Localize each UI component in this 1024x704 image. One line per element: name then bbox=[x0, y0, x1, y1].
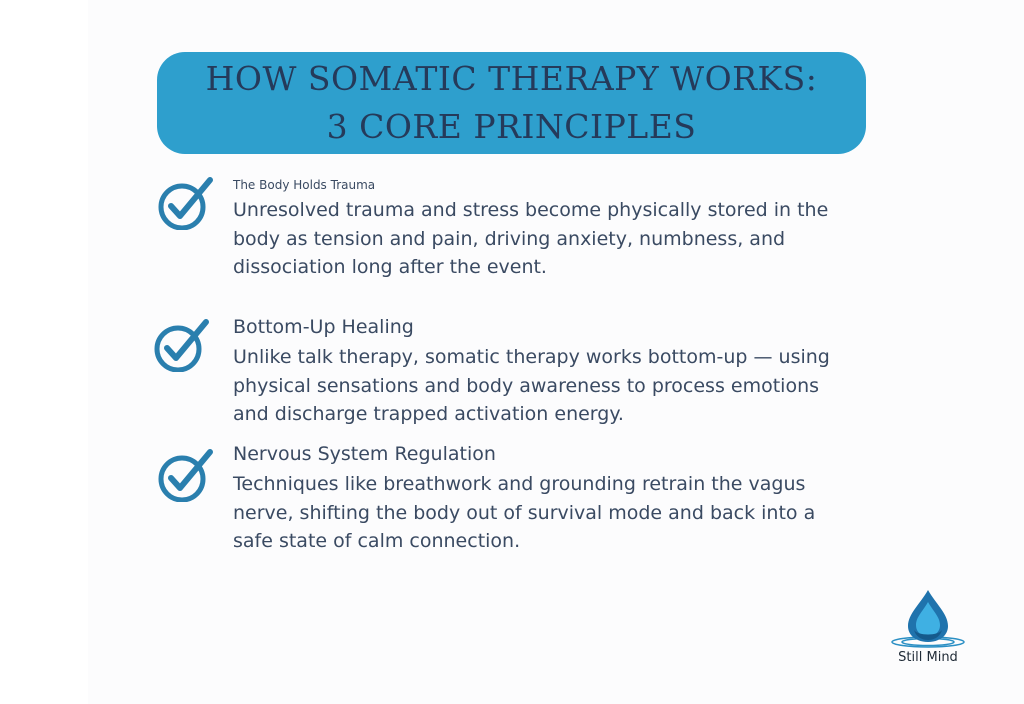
title-banner bbox=[157, 52, 866, 154]
principle-heading: Nervous System Regulation bbox=[233, 443, 496, 465]
principle-heading: The Body Holds Trauma bbox=[233, 178, 376, 192]
brand-name: Still Mind bbox=[898, 650, 958, 665]
principle-body: Unlike talk therapy, somatic therapy works bottom-up — using physical sensations and body awareness to process emotions and discharge trapped activation energy. bbox=[233, 346, 830, 425]
check-circle-icon bbox=[156, 448, 216, 502]
principle-heading: Bottom-Up Healing bbox=[233, 316, 414, 338]
principle-body: Unresolved trauma and stress become physically stored in the body as tension and pain, driving anxiety, numbness, and dissociation long after the event. bbox=[233, 199, 829, 278]
check-circle-icon bbox=[152, 318, 212, 372]
principle-body: Techniques like breathwork and grounding retrain the vagus nerve, shifting the body out of survival mode and back into a safe state of calm connection. bbox=[233, 473, 816, 552]
page-title: HOW SOMATIC THERAPY WORKS: 3 CORE PRINCIPLES bbox=[205, 59, 818, 146]
check-circle-icon bbox=[156, 176, 216, 230]
